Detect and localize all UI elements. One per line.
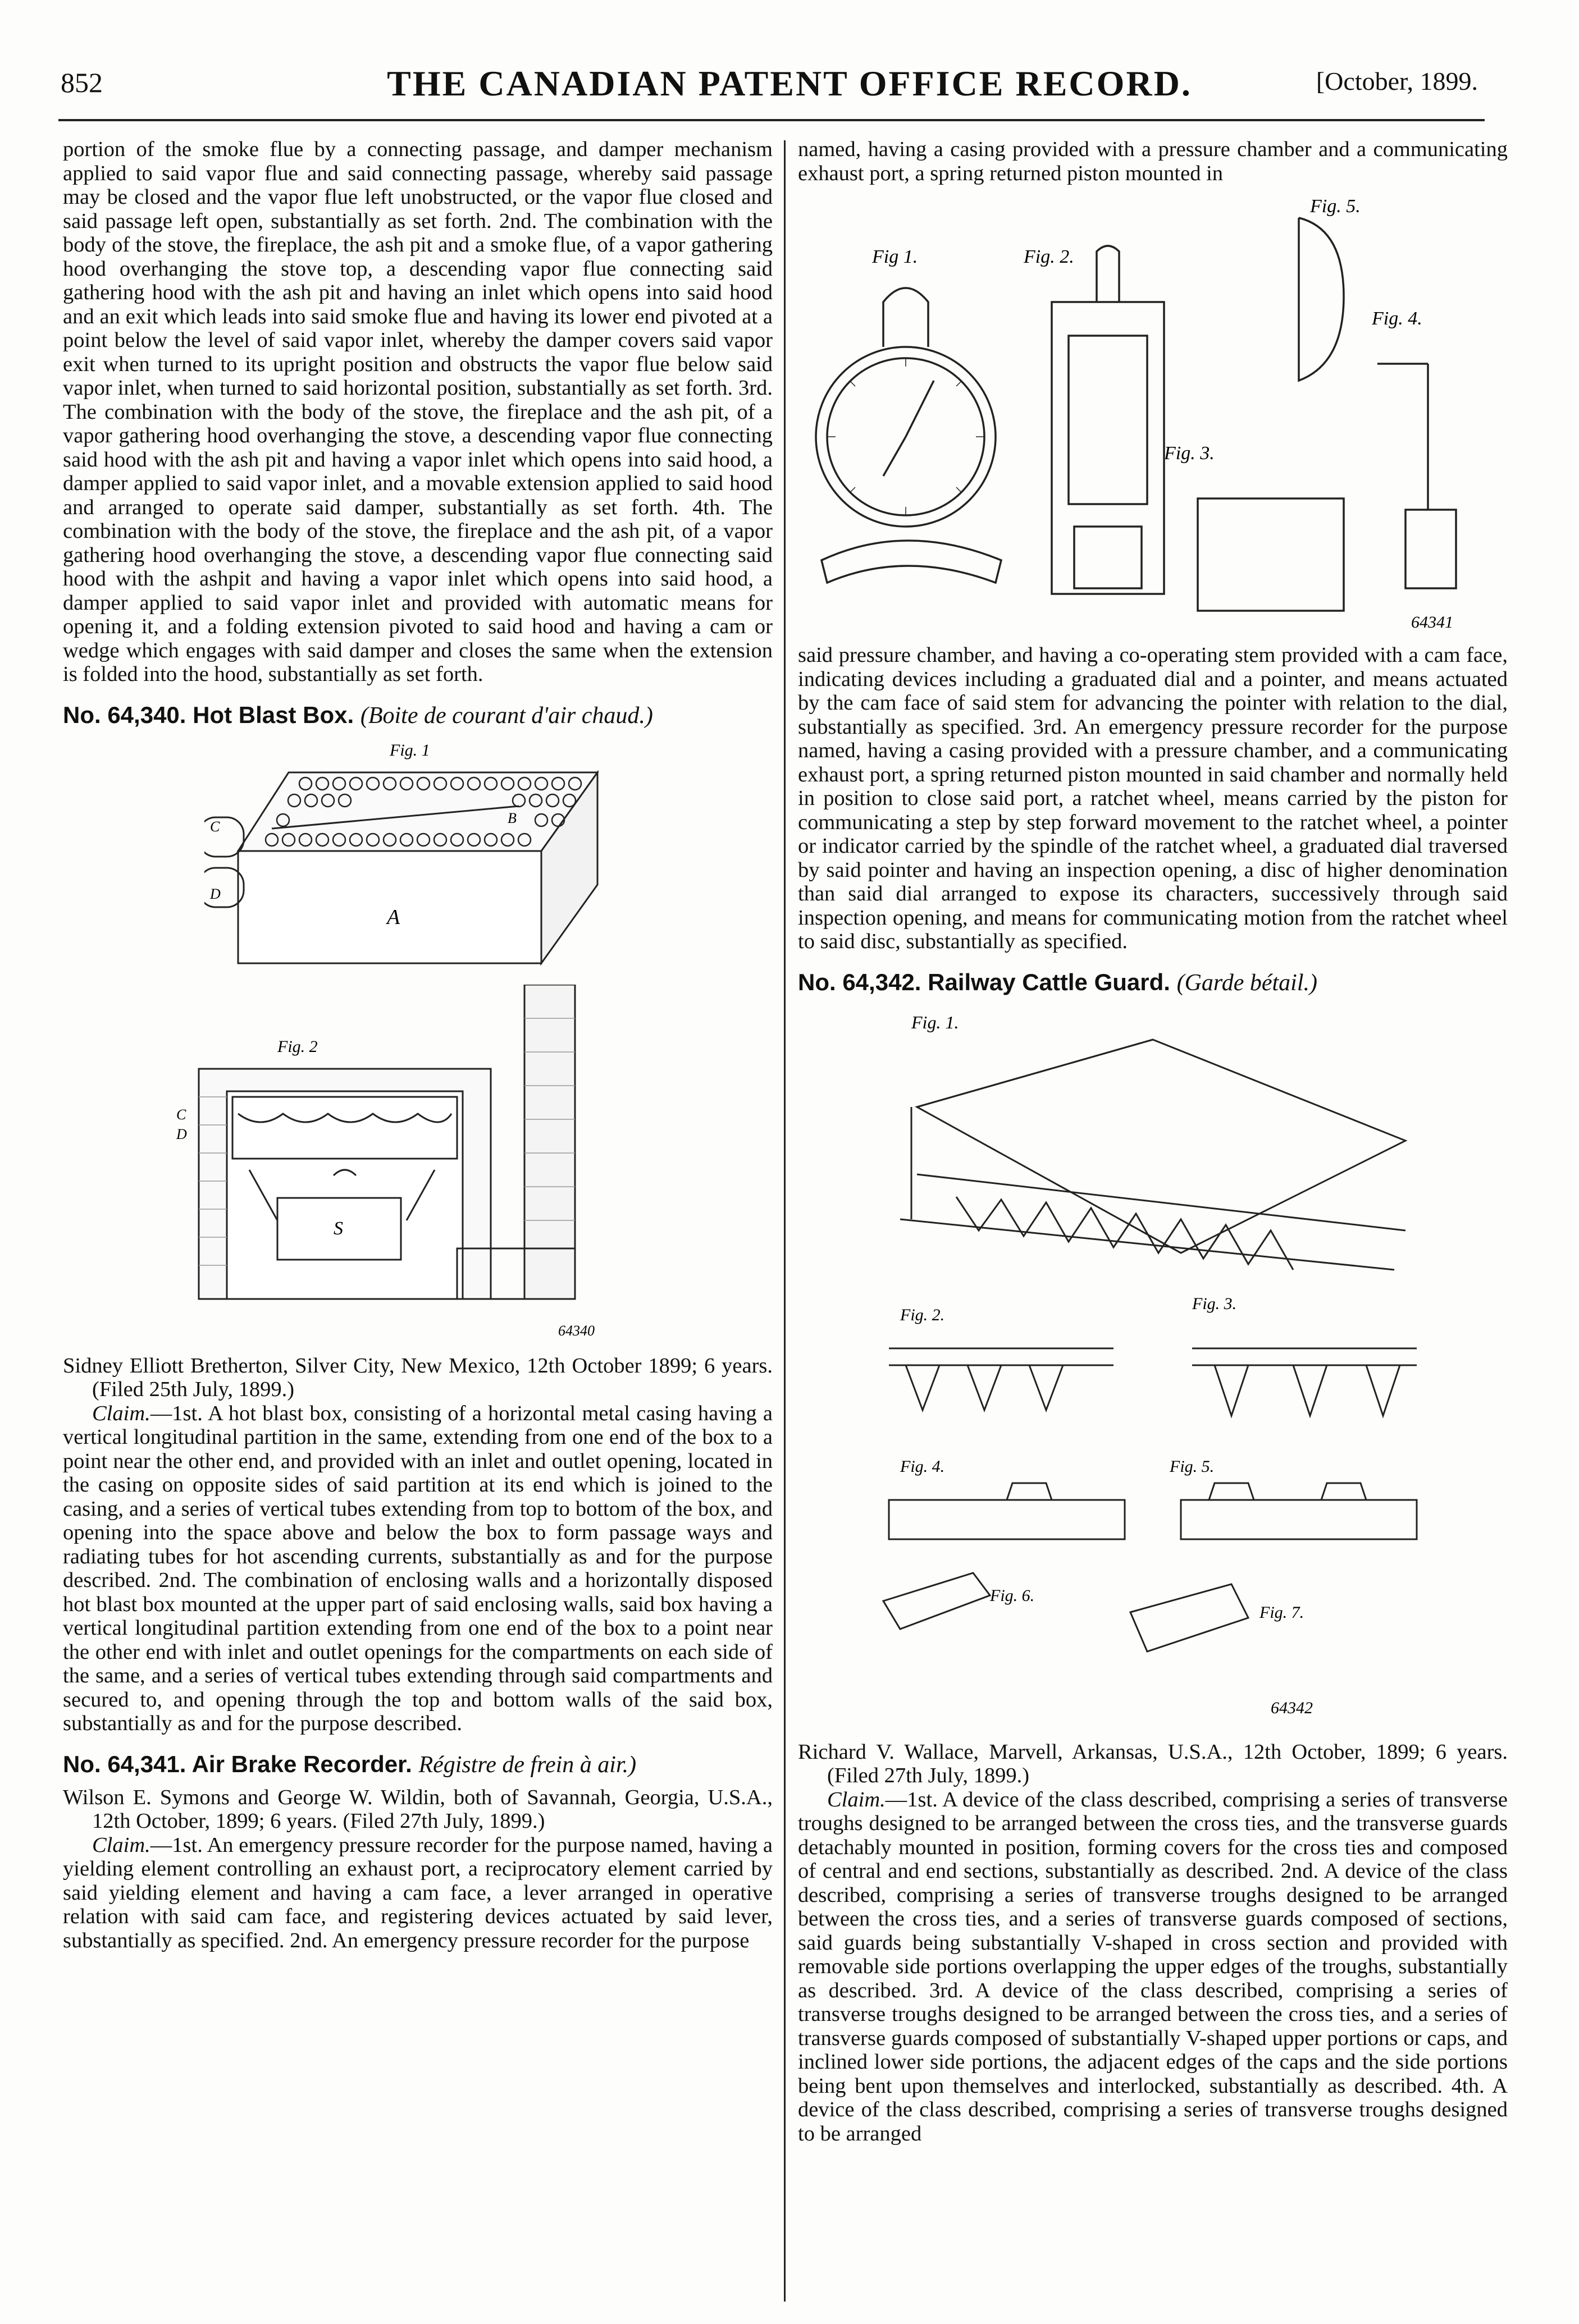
patent-title: Air Brake Recorder. bbox=[191, 1750, 412, 1777]
cattle-guard-figures bbox=[844, 1006, 1462, 1730]
cg-fig-5-label: Fig. 5. bbox=[1170, 1457, 1215, 1476]
page-number: 852 bbox=[61, 67, 103, 98]
fig1-C: C bbox=[210, 818, 220, 835]
fig2-label: Fig. 2 bbox=[277, 1037, 318, 1056]
hot-blast-box-fig2 bbox=[165, 985, 670, 1344]
fig1-label: Fig. 1 bbox=[390, 740, 430, 760]
patent-title-french: (Garde bétail.) bbox=[1176, 969, 1317, 996]
cg-fig-1-label: Fig. 1. bbox=[911, 1012, 959, 1032]
claims-text-64341-cont: said pressure chamber, and having a co-operating stem provided with a cam face, indicating devices including a graduated dial and a pointer, and means actuated by the cam face of said stem for advancing the pointer with relation to the dial, substantially as specified. 3rd. An emergency pressure recorder for the purpose named, having a casing provided with a pressure chamber, and a communicating exhaust port, a spring returned piston mounted in said chamber and normally held in position to close said port, a ratchet wheel, means carried by the piston for communicating a step by step forward movement to the ratchet wheel, a pointer or indicator carried by the spindle of the ratchet wheel, a graduated dial traversed by said pointer and having an inspection opening, a disc of higher denomination than said dial arranged to expose its characters, successively through said inspection opening, and means for communicating motion from the ratchet wheel to said disc, substantially as specified. bbox=[798, 643, 1508, 953]
column-divider bbox=[784, 140, 786, 2302]
fig-number-64341: 64341 bbox=[1411, 613, 1453, 632]
continued-claims-text: portion of the smoke flue by a connecting passage, and damper mechanism applied to said vapor flue and said connecting passage, whereby said passage may be closed and the vapor flue left unobstructed, or the vapor flue closed and said passage left open, substantially as set forth. 2nd. The combination with the body of the stove, the fireplace, the ash pit and a smoke flue, of a vapor gathering hood overhanging the stove top, a descending vapor flue connecting said gathering hood with the ash pit and having an inlet which opens into said hood and an exit which leads into said smoke flue and having its lower end pivoted at a point below the level of said vapor inlet, whereby the damper covers said vapor exit when turned to its upright position and obstructs the vapor flue below said vapor inlet, when turned to said horizontal position, substantially as set forth. 3rd. The combination with the body of the stove, the fireplace and the ash pit, of a vapor gathering hood overhanging the stove, a descending vapor flue connecting said hood with the ash pit and having a vapor inlet which opens into said hood, a damper applied to said vapor inlet, and a movable extension applied to said hood and arranged to operate said damper, substantially as set forth. 4th. The combination with the body of the stove, the fireplace and the ash pit, of a vapor gathering hood overhanging the stove, a descending vapor flue connecting said hood with the ashpit and having a vapor inlet which opens into said hood, a damper applied to said vapor inlet and provided with automatic means for opening it, and a folding extension pivoted to said hood and having a cam or wedge which engages with said damper and closes the same when the extension is folded into the hood, substantially as set forth. bbox=[63, 138, 773, 686]
patent-title-french: (Boite de courant d'air chaud.) bbox=[360, 702, 653, 729]
patent-number: No. 64,341. bbox=[63, 1750, 186, 1777]
inventor-64342: Richard V. Wallace, Marvell, Arkansas, U.S.A., 12th October, 1899; 6 years. (Filed 27th July, 1899.) bbox=[798, 1740, 1508, 1787]
fig1-B: B bbox=[508, 809, 517, 826]
patent-heading-64342 bbox=[798, 969, 1508, 996]
cg-fig-2-label: Fig. 2. bbox=[900, 1305, 945, 1324]
cg-fig-6-label: Fig. 6. bbox=[990, 1586, 1035, 1605]
patent-heading-64341 bbox=[63, 1751, 773, 1778]
claim-label: Claim. bbox=[92, 1401, 150, 1425]
patent-number: No. 64,340. bbox=[63, 701, 186, 728]
claim-text-64340: —1st. A hot blast box, consisting of a horizontal metal casing having a vertical longitudinal partition in the same, extending from one end of the box to a point near the other end, and provided with an inlet and outlet opening, located in the casing on opposite sides of said partition at its end which is joined to the casing, and a series of vertical tubes extending from top to bottom of the box, and opening into the space above and below the box to form passage ways and radiating tubes for hot ascending currents, substantially as and for the purpose described. 2nd. The combination of enclosing walls and a horizontally disposed hot blast box mounted at the upper part of said enclosing walls, said box having a vertical longitudinal partition extending from one end of the box to a point near the other end with inlet and outlet openings for the compartments on each side of the same, and a series of vertical tubes extending through said compartments and secured to, and opening through the top and bottom walls of the said box, substantially as and for the purpose described. bbox=[63, 1401, 773, 1735]
fig-1-label: Fig 1. bbox=[872, 246, 918, 267]
claim-label: Claim. bbox=[92, 1833, 150, 1857]
patent-number: No. 64,342. bbox=[798, 968, 921, 995]
claim-text-64342: —1st. A device of the class described, comprising a series of transverse troughs designed to be arranged between the cross ties, and the transverse guards detachably mounted in position, forming covers for the cross ties and composed of central and end sections, substantially as described. 2nd. A device of the class described, comprising a series of transverse troughs designed to be arranged between the cross ties, and a series of transverse guards composed of sections, said guards being substantially V-shaped in cross section and provided with removable side portions overlapping the upper edges of the troughs, substantially as described. 3rd. A device of the class described, comprising a series of transverse troughs designed to be arranged between the cross ties, and a series of transverse guards composed of substantially V-shaped upper portions or caps, and inclined lower side portions, the adjacent edges of the caps and the side portions being bent upon themselves and interlocked, substantially as described. 4th. A device of the class described, comprising a series of transverse troughs designed to be arranged bbox=[798, 1787, 1508, 2145]
claim-text-64341: —1st. An emergency pressure recorder for the purpose named, having a yielding element controlling an exhaust port, a reciprocatory element carried by said yielding element and having a cam face, a lever arranged in operative relation with said cam face, and registering devices actuated by said lever, substantially as specified. 2nd. An emergency pressure recorder for the purpose bbox=[63, 1833, 773, 1952]
fig-2-label: Fig. 2. bbox=[1024, 246, 1074, 267]
fig2-C: C bbox=[176, 1106, 186, 1123]
fig-4-label: Fig. 4. bbox=[1372, 308, 1422, 329]
cg-fig-7-label: Fig. 7. bbox=[1259, 1603, 1304, 1622]
patent-heading-64340 bbox=[63, 702, 773, 729]
page-header bbox=[0, 0, 1579, 103]
fig2-S: S bbox=[334, 1218, 343, 1239]
inventor-64341: Wilson E. Symons and George W. Wildin, both of Savannah, Georgia, U.S.A., 12th October, 1899; 6 years. (Filed 27th July, 1899.) bbox=[63, 1785, 773, 1833]
hot-blast-box-fig1 bbox=[204, 739, 631, 975]
cg-fig-number: 64342 bbox=[1271, 1698, 1313, 1717]
fig-3-label: Fig. 3. bbox=[1164, 443, 1215, 464]
fig1-D: D bbox=[210, 885, 221, 902]
fig-5-label: Fig. 5. bbox=[1310, 196, 1361, 217]
fig2-D: D bbox=[176, 1126, 187, 1142]
header-rule bbox=[58, 119, 1485, 121]
fig1-A: A bbox=[387, 905, 400, 929]
continued-claims-text: named, having a casing provided with a pressure chamber and a communicating exhaust port, a spring returned piston mounted in bbox=[798, 138, 1508, 185]
air-brake-recorder-figures bbox=[805, 195, 1501, 633]
right-column bbox=[798, 138, 1508, 2145]
inventor-64340: Sidney Elliott Bretherton, Silver City, New Mexico, 12th October 1899; 6 years. (Filed 25th July, 1899.) bbox=[63, 1353, 773, 1401]
left-column bbox=[63, 138, 773, 1952]
patent-title-french: Régistre de frein à air.) bbox=[418, 1751, 637, 1778]
journal-title: THE CANADIAN PATENT OFFICE RECORD. bbox=[387, 63, 1192, 103]
fig2-number: 64340 bbox=[558, 1322, 595, 1339]
patent-title: Railway Cattle Guard. bbox=[928, 968, 1170, 995]
patent-title: Hot Blast Box. bbox=[193, 701, 354, 728]
issue-date: [October, 1899. bbox=[1316, 67, 1478, 95]
cg-fig-3-label: Fig. 3. bbox=[1192, 1294, 1237, 1313]
claim-label: Claim. bbox=[827, 1787, 886, 1811]
cg-fig-4-label: Fig. 4. bbox=[900, 1457, 945, 1476]
